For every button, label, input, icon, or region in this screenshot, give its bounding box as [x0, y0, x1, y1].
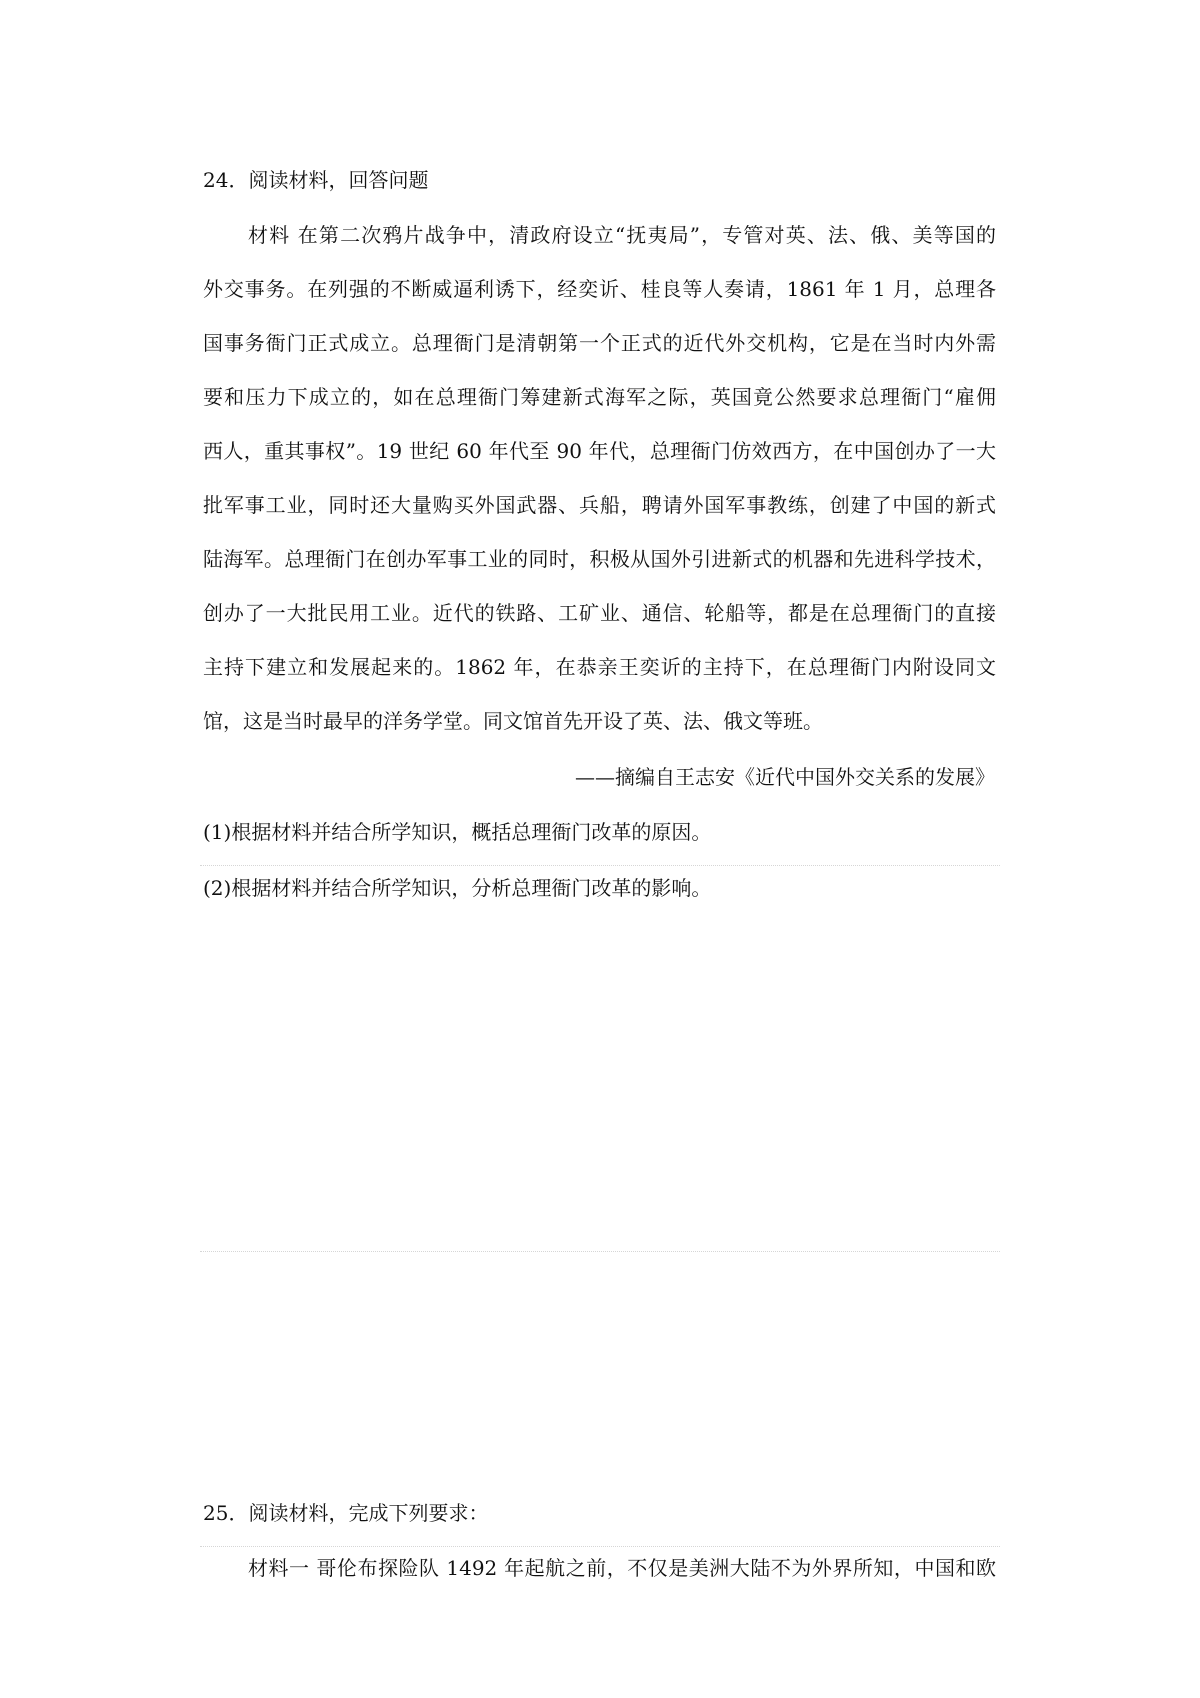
divider: [200, 1546, 1000, 1547]
material-line: 馆，这是当时最早的洋务学堂。同文馆首先开设了英、法、俄文等班。: [203, 709, 823, 733]
material-line: 国事务衙门正式成立。总理衙门是清朝第一个正式的近代外交机构，它是在当时内外需: [203, 331, 996, 355]
question-24-heading: 24．阅读材料，回答问题: [203, 168, 429, 192]
divider: [200, 865, 1000, 866]
material-line: 主持下建立和发展起来的。1862 年，在恭亲王奕䜣的主持下，在总理衙门内附设同文: [203, 655, 996, 679]
material-line: 外交事务。在列强的不断威逼利诱下，经奕䜣、桂良等人奏请，1861 年 1 月，总理各: [203, 277, 996, 301]
material-line: 要和压力下成立的，如在总理衙门筹建新式海军之际，英国竟公然要求总理衙门“雇佣: [203, 385, 996, 409]
material-line: 批军事工业，同时还大量购买外国武器、兵船，聘请外国军事教练，创建了中国的新式: [203, 493, 996, 517]
material-line: 创办了一大批民用工业。近代的铁路、工矿业、通信、轮船等，都是在总理衙门的直接: [203, 601, 996, 625]
material-line: 材料 在第二次鸦片战争中，清政府设立“抚夷局”，专管对英、法、俄、美等国的: [248, 223, 996, 247]
divider: [200, 1251, 1000, 1252]
material-line: 陆海军。总理衙门在创办军事工业的同时，积极从国外引进新式的机器和先进科学技术，: [203, 547, 996, 571]
question-24-part-1: (1)根据材料并结合所学知识，概括总理衙门改革的原因。: [203, 820, 712, 844]
material-source: ——摘编自王志安《近代中国外交关系的发展》: [575, 765, 995, 789]
material-line: 西人，重其事权”。19 世纪 60 年代至 90 年代，总理衙门仿效西方，在中国创办了一大: [203, 439, 996, 463]
question-25-heading: 25．阅读材料，完成下列要求：: [203, 1501, 489, 1525]
material-line: 材料一 哥伦布探险队 1492 年起航之前，不仅是美洲大陆不为外界所知，中国和欧: [248, 1556, 996, 1580]
question-24-part-2: (2)根据材料并结合所学知识，分析总理衙门改革的影响。: [203, 876, 712, 900]
